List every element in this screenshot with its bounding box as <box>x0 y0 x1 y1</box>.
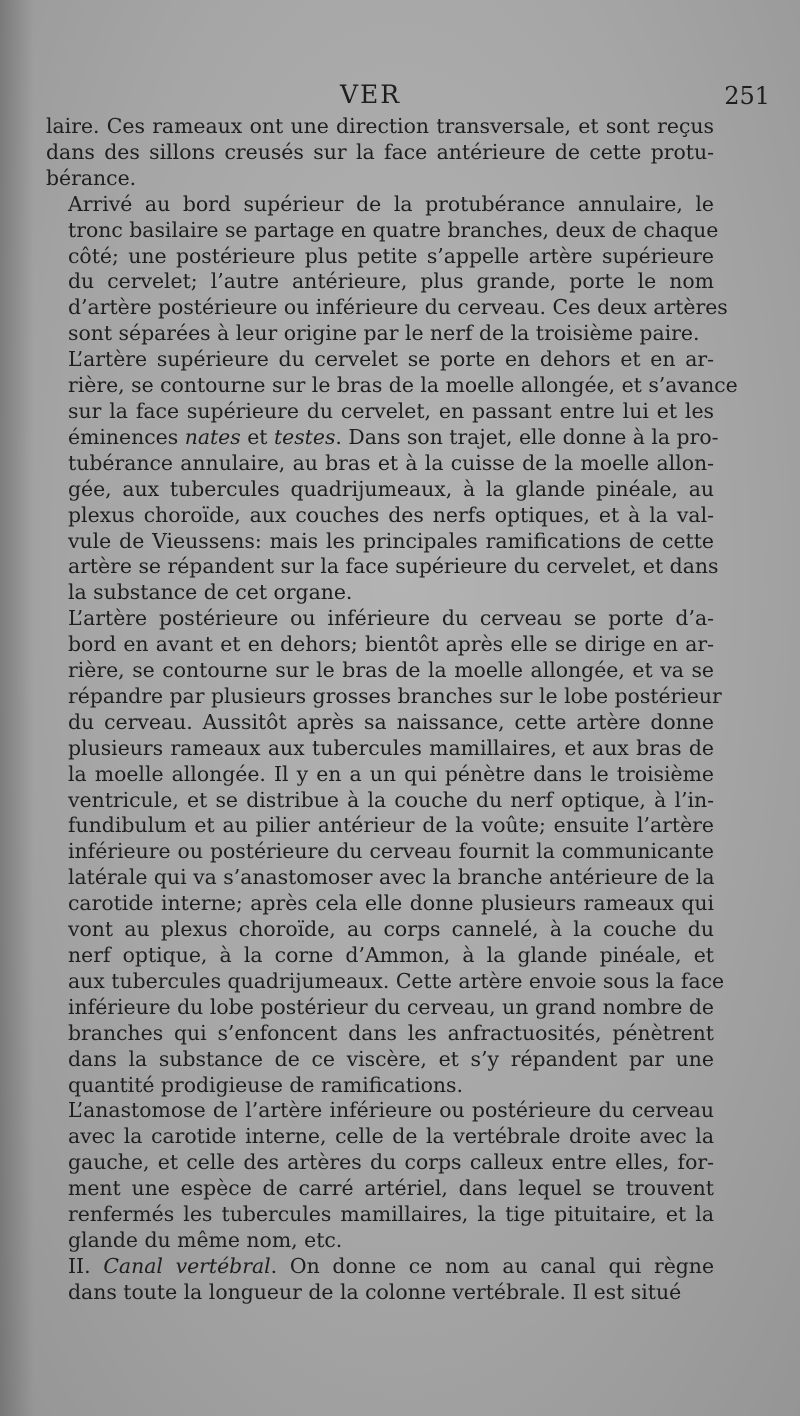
text-line: tubérance annulaire, au bras et à la cuisse de la moelle allon- <box>68 450 714 475</box>
text-line: renfermés les tubercules mamillaires, la tige pituitaire, et la <box>68 1202 714 1227</box>
text-line: sur la face supérieure du cervelet, en passant entre lui et les <box>68 398 714 423</box>
body-text <box>46 114 738 1306</box>
text-line: d’artère postérieure ou inférieure du cerveau. Ces deux artères <box>68 295 728 320</box>
text-line: répandre par plusieurs grosses branches sur le lobe postérieur <box>68 683 722 708</box>
text-line: quantité prodigieuse de ramifications. <box>68 1072 463 1097</box>
text-line: artère se répandent sur la face supérieure du cervelet, et dans <box>68 554 719 579</box>
running-head: VER <box>340 80 402 109</box>
text-line: avec la carotide interne, celle de la vertébrale droite avec la <box>68 1124 714 1149</box>
text-line: côté; une postérieure plus petite s’appelle artère supérieure <box>68 243 714 268</box>
text-line: carotide interne; après cela elle donne plusieurs rameaux qui <box>68 891 714 916</box>
text-line: bérance. <box>46 165 137 190</box>
text-line: II. Canal vertébral. On donne ce nom au canal qui règne <box>68 1253 715 1278</box>
paragraph <box>46 1098 714 1253</box>
text-line: du cervelet; l’autre antérieure, plus grande, porte le nom <box>68 269 714 294</box>
paragraph <box>46 191 728 347</box>
text-line: vont au plexus choroïde, au corps cannelé, à la couche du <box>68 917 714 942</box>
page-header <box>0 80 800 114</box>
text-line: glande du même nom, etc. <box>68 1227 343 1252</box>
text-line: bord en avant et en dehors; bientôt après elle se dirige en ar- <box>68 632 714 657</box>
text-line: laire. Ces rameaux ont une direction transversale, et sont reçus <box>46 114 714 138</box>
text-line: sont séparées à leur origine par le nerf de la troisième paire. <box>68 321 700 346</box>
text-line: tronc basilaire se partage en quatre branches, deux de chaque <box>68 217 719 242</box>
text-line: rière, se contourne sur le bras de la moelle allongée, et va se <box>68 658 714 683</box>
text-line: branches qui s’enfoncent dans les anfractuosités, pénètrent <box>68 1020 714 1045</box>
text-line: ventricule, et se distribue à la couche du nerf optique, à l’in- <box>68 787 714 812</box>
text-line: nerf optique, à la corne d’Ammon, à la glande pinéale, et <box>68 943 714 967</box>
text-line: L’anastomose de l’artère inférieure ou postérieure du cerveau <box>68 1098 714 1123</box>
text-line: inférieure ou postérieure du cerveau fournit la communicante <box>68 839 714 864</box>
text-line: la moelle allongée. Il y en a un qui pénètre dans le troisième <box>68 761 714 786</box>
text-line: Arrivé au bord supérieur de la protubérance annulaire, le <box>68 191 714 216</box>
text-line: ment une espèce de carré artériel, dans lequel se trouvent <box>68 1176 714 1201</box>
paragraph <box>46 114 714 192</box>
text-line: dans des sillons creusés sur la face antérieure de cette protu- <box>46 139 714 164</box>
text-line: latérale qui va s’anastomoser avec la branche antérieure de la <box>68 865 715 890</box>
text-line: aux tubercules quadrijumeaux. Cette artère envoie sous la face <box>68 968 725 993</box>
text-line: inférieure du lobe postérieur du cerveau, un grand nombre de <box>68 994 714 1019</box>
text-line: du cerveau. Aussitôt après sa naissance, cette artère donne <box>68 709 714 734</box>
paragraph <box>46 606 725 1098</box>
text-line: éminences nates et testes. Dans son trajet, elle donne à la pro- <box>68 424 719 449</box>
spine-shadow <box>0 0 34 1416</box>
text-line: gée, aux tubercules quadrijumeaux, à la glande pinéale, au <box>68 476 714 501</box>
text-line: plexus choroïde, aux couches des nerfs optiques, et à la val- <box>68 502 714 527</box>
paragraph <box>46 1254 714 1306</box>
text-line: plusieurs rameaux aux tubercules mamillaires, et aux bras de <box>68 735 714 760</box>
text-line: dans toute la longueur de la colonne vertébrale. Il est situé <box>68 1279 682 1304</box>
text-line: vule de Vieussens: mais les principales ramifications de cette <box>68 528 714 553</box>
text-line: L’artère supérieure du cervelet se porte en dehors et en ar- <box>68 347 714 372</box>
text-line: rière, se contourne sur le bras de la moelle allongée, et s’avance <box>68 373 738 398</box>
text-line: dans la substance de ce viscère, et s’y répandent par une <box>68 1046 714 1071</box>
text-line: la substance de cet organe. <box>68 580 353 605</box>
text-line: fundibulum et au pilier antérieur de la voûte; ensuite l’artère <box>68 813 714 838</box>
page-number: 251 <box>724 82 770 110</box>
text-line: gauche, et celle des artères du corps calleux entre elles, for- <box>68 1150 714 1175</box>
text-line: L’artère postérieure ou inférieure du cerveau se porte d’a- <box>68 606 714 631</box>
paragraph <box>46 347 738 606</box>
